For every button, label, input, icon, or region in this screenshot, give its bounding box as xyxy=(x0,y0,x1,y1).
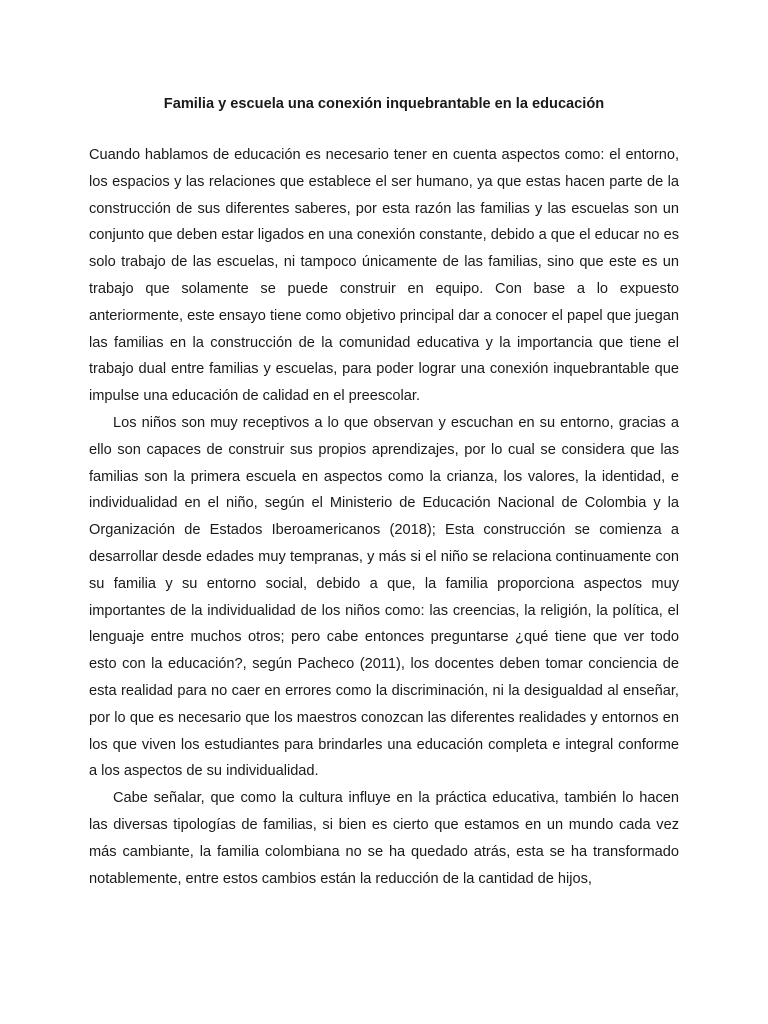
document-title: Familia y escuela una conexión inquebrantable en la educación xyxy=(163,96,605,112)
paragraph-cultura: Cabe señalar, que como la cultura influye en la práctica educativa, también lo hacen las diversas tipologías de familias, si bien es cierto que estamos en un mundo cada vez más cambiante, la familia colombiana no se ha quedado atrás, esta se ha transformado notablemente, entre estos cambios están la reducción de la cantidad de hijos, xyxy=(89,790,679,887)
document-page xyxy=(89,94,679,892)
paragraph-ninos: Los niños son muy receptivos a lo que observan y escuchan en su entorno, gracias a ello son capaces de construir sus propios aprendizajes, por lo cual se considera que las familias son la primera escuela en aspectos como la crianza, los valores, la identidad, e individualidad en el niño, según el Ministerio de Educación Nacional de Colombia y la Organización de Estados Iberoamericanos (2018); Esta construcción se comienza a desarrollar desde edades muy tempranas, y más si el niño se relaciona continuamente con su familia y su entorno social, debido a que, la familia proporciona aspectos muy importantes de la individualidad de los niños como: las creencias, la religión, la política, el lenguaje entre muchos otros; pero cabe entonces preguntarse ¿qué tiene que ver todo esto con la educación?, según Pacheco (2011), los docentes deben tomar conciencia de esta realidad para no caer en errores como la discriminación, ni la desigualdad al enseñar, por lo que es necesario que los maestros conozcan las diferentes realidades y entornos en los que viven los estudiantes para brindarles una educación completa e integral conforme a los aspectos de su individualidad. xyxy=(89,414,679,780)
paragraph-intro: Cuando hablamos de educación es necesario tener en cuenta aspectos como: el entorno, los espacios y las relaciones que establece el ser humano, ya que estas hacen parte de la construcción de sus diferentes saberes, por esta razón las familias y las escuelas son un conjunto que deben estar ligados en una conexión constante, debido a que el educar no es solo trabajo de las escuelas, ni tampoco únicamente de las familias, sino que este es un trabajo que solamente se puede construir en equipo. Con base a lo expuesto anteriormente, este ensayo tiene como objetivo principal dar a conocer el papel que juegan las familias en la construcción de la comunidad educativa y la importancia que tiene el trabajo dual entre familias y escuelas, para poder lograr una conexión inquebrantable que impulse una educación de calidad en el preescolar. xyxy=(89,147,679,405)
